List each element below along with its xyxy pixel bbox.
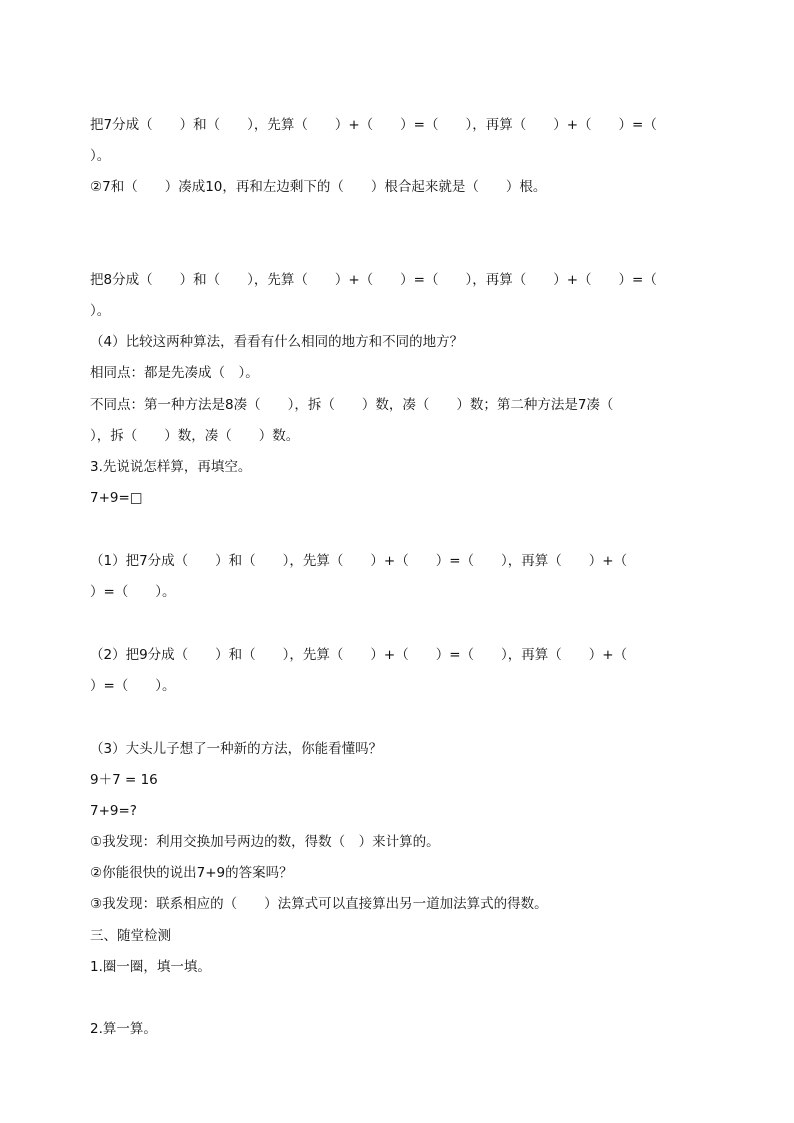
text-line-8: 不同点：第一种方法是8凑（ ），拆（ ）数，凑（ ）数；第二种方法是7凑（ xyxy=(90,397,614,413)
text-line-19: ①我发现：利用交换加号两边的数，得数（ ）来计算的。 xyxy=(90,834,440,850)
text-line-14: （2）把9分成（ ）和（ ），先算（ ）+（ ）=（ ），再算（ ）+（ xyxy=(90,647,628,663)
text-line-12: （1）把7分成（ ）和（ ），先算（ ）+（ ）=（ ），再算（ ）+（ xyxy=(90,553,628,569)
text-line-20: ②你能很快的说出7+9的答案吗？ xyxy=(90,865,293,881)
text-line-24: 2.算一算。 xyxy=(90,1021,157,1037)
text-line-9: ），拆（ ）数，凑（ ）数。 xyxy=(90,428,300,444)
text-line-10: 3.先说说怎样算，再填空。 xyxy=(90,459,252,475)
text-line-13: ）=（ ）。 xyxy=(90,584,176,600)
text-line-23: 1.圈一圈，填一填。 xyxy=(90,959,211,975)
text-line-3: ②7和（ ）凑成10，再和左边剩下的（ ）根合起来就是（ ）根。 xyxy=(90,179,547,195)
text-line-16: （3）大头儿子想了一种新的方法，你能看懂吗？ xyxy=(90,741,383,757)
text-line-21: ③我发现：联系相应的（ ）法算式可以直接算出另一道加法算式的得数。 xyxy=(90,896,548,912)
text-line-7: 相同点：都是先凑成（ ）。 xyxy=(90,365,259,381)
text-line-4: 把8分成（ ）和（ ），先算（ ）+（ ）=（ ），再算（ ）+（ ）=（ xyxy=(90,272,657,288)
section-heading: 三、随堂检测 xyxy=(90,928,171,944)
text-line-11: 7+9=□ xyxy=(90,490,143,506)
text-line-17: 9＋7 = 16 xyxy=(90,772,158,788)
text-line-1: 把7分成（ ）和（ ），先算（ ）+（ ）=（ ），再算（ ）+（ ）=（ xyxy=(90,117,657,133)
text-line-18: 7+9=? xyxy=(90,803,137,819)
text-line-6: （4）比较这两种算法，看看有什么相同的地方和不同的地方？ xyxy=(90,334,464,350)
text-line-5: ）。 xyxy=(90,303,111,319)
text-line-15: ）=（ ）。 xyxy=(90,678,176,694)
text-line-2: ）。 xyxy=(90,148,111,164)
